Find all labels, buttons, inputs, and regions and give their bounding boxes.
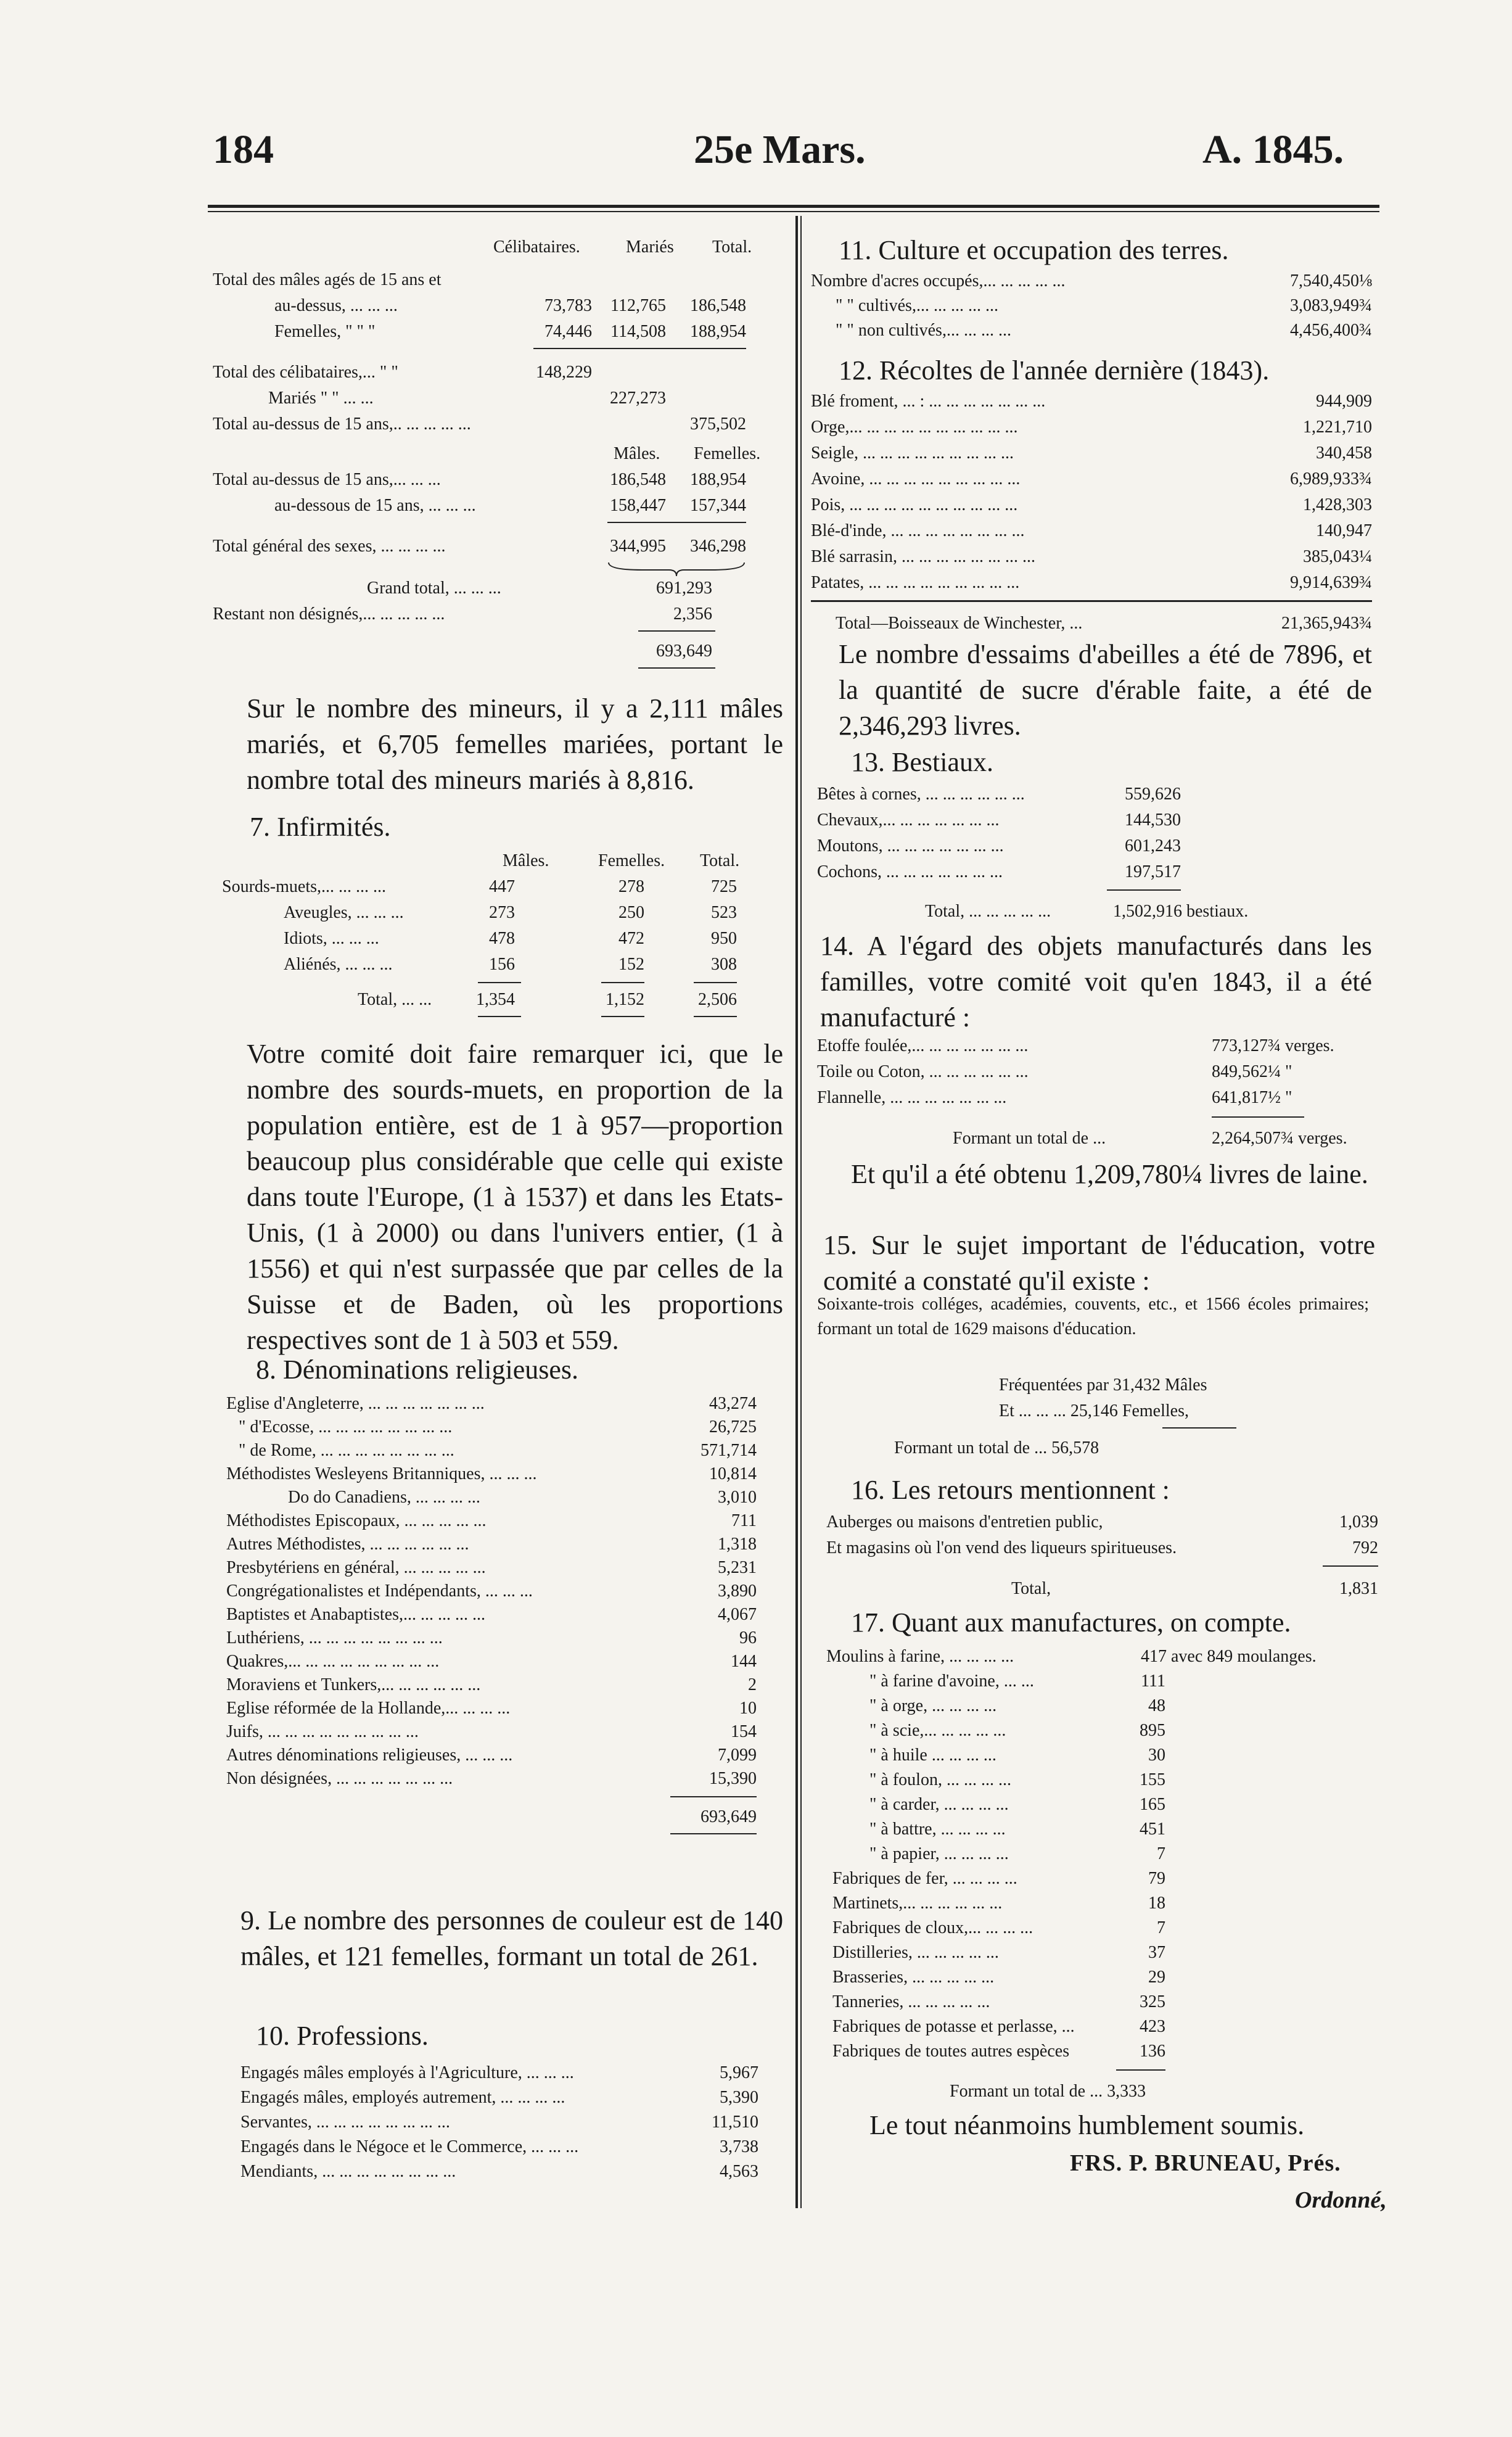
inf-cell: 278 <box>618 877 644 896</box>
section-title-retours: 16. Les retours mentionnent : <box>851 1475 1170 1505</box>
right-column <box>811 234 1400 2239</box>
education-males: Fréquentées par 31,432 Mâles <box>999 1375 1207 1395</box>
pop-row-label: Mariés " " ... ... <box>268 389 374 408</box>
section-title-infirmites: 7. Infirmités. <box>250 812 391 842</box>
cult-value: 7,540,450⅛ <box>1290 271 1372 291</box>
col-header-males: Mâles. <box>503 851 549 870</box>
rel-label: " d'Ecosse, ... ... ... ... ... ... ... ... <box>239 1417 453 1437</box>
fact-value: 7 <box>1157 1844 1165 1863</box>
sum-rule <box>1107 889 1181 891</box>
live-value: 601,243 <box>1125 836 1181 856</box>
harv-total-label: Total—Boisseaux de Winchester, ... <box>836 614 1083 633</box>
fact-value: 325 <box>1140 1992 1165 2011</box>
colour-paragraph: 9. Le nombre des personnes de couleur est de 140 mâles, et 121 femelles, formant un total de 261. <box>240 1905 783 1971</box>
factories-total: Formant un total de ... 3,333 <box>950 2082 1146 2101</box>
sum-rule <box>478 1016 521 1017</box>
rel-label: Congrégationalistes et Indépendants, ... ... ... <box>226 1581 533 1601</box>
fact-label: " à papier, ... ... ... ... <box>869 1844 1009 1863</box>
rel-label: Méthodistes Episcopaux, ... ... ... ... ... <box>226 1511 487 1530</box>
col-header-celib: Célibataires. <box>493 237 580 257</box>
fact-value: 37 <box>1148 1943 1165 1962</box>
education-females: Et ... ... ... 25,146 Femelles, <box>999 1401 1189 1421</box>
harv-value: 340,458 <box>1316 443 1372 463</box>
table-rule <box>811 600 1372 602</box>
sum-rule <box>670 1796 757 1797</box>
section-title-professions: 10. Professions. <box>256 2021 429 2051</box>
inf-cell: 725 <box>711 877 737 896</box>
rest-label: Restant non désignés,... ... ... ... ... <box>213 604 445 624</box>
rel-label: Méthodistes Wesleyens Britanniques, ... ... ... <box>226 1464 537 1483</box>
rel-value: 571,714 <box>701 1441 757 1460</box>
grand-total-label: Grand total, ... ... ... <box>367 579 501 598</box>
harv-label: Blé froment, ... : ... ... ... ... ... ... ... <box>811 392 1046 411</box>
live-label: Chevaux,... ... ... ... ... ... ... <box>817 810 1000 830</box>
wool-paragraph: Et qu'il a été obtenu 1,209,780¼ livres de laine. <box>851 1159 1368 1189</box>
column-divider <box>795 216 798 2208</box>
sum-rule <box>478 982 521 983</box>
cult-label: " " non cultivés,... ... ... ... <box>836 321 1011 340</box>
sum-rule <box>638 667 715 669</box>
prof-value: 5,390 <box>720 2088 758 2107</box>
live-total-value: 1,502,916 bestiaux. <box>1113 902 1249 921</box>
section-title-religions: 8. Dénominations religieuses. <box>256 1355 579 1385</box>
sex-cell: 188,954 <box>690 470 746 489</box>
fact-label: " à foulon, ... ... ... ... <box>869 1770 1011 1789</box>
ret-total-value: 1,831 <box>1339 1579 1378 1598</box>
rel-value: 10 <box>739 1699 757 1718</box>
inf-cell: 156 <box>489 955 515 974</box>
harv-value: 944,909 <box>1316 392 1372 411</box>
inf-cell: 472 <box>618 929 644 948</box>
harv-label: Pois, ... ... ... ... ... ... ... ... ... ... <box>811 495 1018 514</box>
fact-label: Moulins à farine, ... ... ... ... <box>826 1647 1014 1666</box>
live-value: 144,530 <box>1125 810 1181 830</box>
religion-total: 693,649 <box>701 1807 757 1826</box>
rel-value: 3,010 <box>718 1488 757 1507</box>
sex-row-label: au-dessous de 15 ans, ... ... ... <box>274 496 476 515</box>
harv-value: 1,428,303 <box>1303 495 1372 514</box>
cloth-value: 641,817½ " <box>1212 1088 1292 1107</box>
sex-cell: 186,548 <box>610 470 666 489</box>
prof-label: Engagés dans le Négoce et le Commerce, ... ... ... <box>240 2137 579 2156</box>
rel-value: 154 <box>731 1722 757 1741</box>
cloth-label: Toile ou Coton, ... ... ... ... ... ... <box>817 1062 1029 1081</box>
sum-rule <box>533 348 746 349</box>
fact-value: 423 <box>1140 2017 1165 2036</box>
inf-cell: 2,506 <box>698 990 737 1009</box>
pop-row-label: au-dessus, ... ... ... <box>274 296 398 315</box>
inf-cell: 152 <box>618 955 644 974</box>
fact-label: " à huile ... ... ... ... <box>869 1746 996 1765</box>
fact-label: " à battre, ... ... ... ... <box>869 1820 1006 1839</box>
fact-label: Tanneries, ... ... ... ... ... <box>832 1992 990 2011</box>
sum-rule <box>694 982 737 983</box>
inf-row-label: Aliénés, ... ... ... <box>284 955 393 974</box>
harv-label: Blé-d'inde, ... ... ... ... ... ... ... ... <box>811 521 1025 540</box>
harv-label: Seigle, ... ... ... ... ... ... ... ... ... <box>811 443 1014 463</box>
col-header-femelles: Femelles. <box>694 444 761 463</box>
rel-label: Non désignées, ... ... ... ... ... ... ... <box>226 1769 453 1788</box>
col-header-males: Mâles. <box>614 444 660 463</box>
sum-rule <box>1323 1565 1378 1567</box>
rel-value: 4,067 <box>718 1605 757 1624</box>
inf-row-label: Sourds-muets,... ... ... ... <box>222 877 386 896</box>
cloth-label: Etoffe foulée,... ... ... ... ... ... ... <box>817 1036 1029 1055</box>
fact-value: 165 <box>1140 1795 1165 1814</box>
rel-label: Do do Canadiens, ... ... ... ... <box>288 1488 480 1507</box>
sex-cell: 158,447 <box>610 496 666 515</box>
rel-label: Eglise réformée de la Hollande,... ... ... ... <box>226 1699 511 1718</box>
fact-label: Martinets,... ... ... ... ... ... <box>832 1894 1003 1913</box>
ret-total-label: Total, <box>1011 1579 1051 1598</box>
rel-value: 26,725 <box>709 1417 757 1437</box>
pop-row-label: Femelles, " " " <box>274 322 376 341</box>
col-header-total: Total. <box>700 851 740 870</box>
inf-row-label: Idiots, ... ... ... <box>284 929 379 948</box>
prof-value: 11,510 <box>712 2113 758 2132</box>
rel-value: 96 <box>739 1628 757 1647</box>
fact-value: 79 <box>1148 1869 1165 1888</box>
cloth-value: 773,127¾ verges. <box>1212 1036 1334 1055</box>
sum-rule <box>1162 1427 1236 1429</box>
harv-value: 140,947 <box>1316 521 1372 540</box>
sum-rule <box>694 1016 737 1017</box>
header-rule-thin <box>208 211 1379 212</box>
pop-cell: 74,446 <box>544 322 592 341</box>
live-total-label: Total, ... ... ... ... ... <box>925 902 1051 921</box>
cloth-total-label: Formant un total de ... <box>953 1129 1106 1148</box>
ret-value: 1,039 <box>1339 1512 1378 1532</box>
column-divider-thin <box>800 216 802 2208</box>
fact-label: Fabriques de potasse et perlasse, ... <box>832 2017 1075 2036</box>
section-title-recoltes: 12. Récoltes de l'année dernière (1843). <box>839 355 1270 386</box>
rel-label: Juifs, ... ... ... ... ... ... ... ... ... <box>226 1722 419 1741</box>
prof-value: 4,563 <box>720 2162 758 2181</box>
sum-rule <box>638 630 715 632</box>
fact-value: 417 avec 849 moulanges. <box>1141 1647 1317 1666</box>
cult-label: " " cultivés,... ... ... ... ... <box>836 296 998 315</box>
inf-row-label: Total, ... ... <box>358 990 432 1009</box>
fact-value: 451 <box>1140 1820 1165 1839</box>
rel-value: 10,814 <box>709 1464 757 1483</box>
education-total: Formant un total de ... 56,578 <box>894 1438 1099 1458</box>
pop-cell: 186,548 <box>690 296 746 315</box>
page-number: 184 <box>213 127 274 172</box>
rel-value: 2 <box>748 1675 757 1694</box>
sum-rule <box>1212 1116 1304 1118</box>
prof-value: 5,967 <box>720 2063 758 2082</box>
inf-cell: 1,152 <box>606 990 644 1009</box>
harv-label: Patates, ... ... ... ... ... ... ... ... ... <box>811 573 1020 592</box>
education-detail: Soixante-trois colléges, académies, couvents, etc., et 1566 écoles primaires; formant un total de 1629 maisons d'éducation. <box>817 1295 1369 1338</box>
pop-cell: 227,273 <box>610 389 666 408</box>
fact-label: " à carder, ... ... ... ... <box>869 1795 1009 1814</box>
sex-cell: 344,995 <box>610 537 666 556</box>
fact-label: " à orge, ... ... ... ... <box>869 1696 997 1715</box>
fact-label: Distilleries, ... ... ... ... ... <box>832 1943 999 1962</box>
pop-cell: 112,765 <box>610 296 666 315</box>
rel-label: Luthériens, ... ... ... ... ... ... ... ... <box>226 1628 443 1647</box>
rel-label: Baptistes et Anabaptistes,... ... ... ... ... <box>226 1605 485 1624</box>
prof-value: 3,738 <box>720 2137 758 2156</box>
ret-label: Et magasins où l'on vend des liqueurs spiritueuses. <box>826 1538 1177 1557</box>
fact-value: 155 <box>1140 1770 1165 1789</box>
cult-value: 4,456,400¾ <box>1290 321 1372 340</box>
education-paragraph: 15. Sur le sujet important de l'éducation, votre comité a constaté qu'il existe : <box>823 1230 1375 1296</box>
harv-value: 1,221,710 <box>1303 418 1372 437</box>
pop-row-label: Total des mâles agés de 15 ans et <box>213 270 442 289</box>
fact-value: 48 <box>1148 1696 1165 1715</box>
manufactures-paragraph: 14. A l'égard des objets manufacturés dans les familles, votre comité voit qu'en 1843, il a été manufacturé : <box>820 931 1372 1033</box>
pop-cell: 114,508 <box>610 322 666 341</box>
sex-cell: 346,298 <box>690 537 746 556</box>
sum-rule <box>601 1016 644 1017</box>
pop-row-label: Total au-dessus de 15 ans,.. ... ... ... ... <box>213 414 471 434</box>
sum-rule <box>670 1833 757 1834</box>
cloth-value: 849,562¼ " <box>1212 1062 1292 1081</box>
inf-cell: 308 <box>711 955 737 974</box>
minors-paragraph: Sur le nombre des mineurs, il y a 2,111 mâles mariés, et 6,705 femelles mariées, portant le nombre total des mineurs mariés à 8,816. <box>247 693 783 795</box>
sum-rule <box>607 522 746 523</box>
cloth-label: Flannelle, ... ... ... ... ... ... ... <box>817 1088 1007 1107</box>
fact-label: Fabriques de fer, ... ... ... ... <box>832 1869 1017 1888</box>
rel-value: 15,390 <box>709 1769 757 1788</box>
fact-value: 7 <box>1157 1918 1165 1937</box>
rel-value: 144 <box>731 1652 757 1671</box>
col-header-maries: Mariés <box>626 237 674 257</box>
remark-paragraph: Votre comité doit faire remarquer ici, que le nombre des sourds-muets, en proportion de la population entière, est de 1 à 957—proportion beaucoup plus considérable que celle qui existe dans toute l'Europe, (1 à 1537) et dans les Etats-Unis, (1 à 2000) ou dans l'univers entier, (1 à 1556) et qui n'est surpassée que par celles de la Suisse et de Baden, où les proportions respectives sont de 1 à 503 et 559. <box>247 1039 783 1355</box>
sex-row-label: Total au-dessus de 15 ans,... ... ... <box>213 470 441 489</box>
fact-value: 30 <box>1148 1746 1165 1765</box>
prof-label: Servantes, ... ... ... ... ... ... ... ... <box>240 2113 450 2132</box>
rel-value: 1,318 <box>718 1535 757 1554</box>
signature: FRS. P. BRUNEAU, Prés. <box>1070 2150 1341 2176</box>
sum-value: 693,649 <box>656 641 712 661</box>
rel-label: Autres dénominations religieuses, ... ... ... <box>226 1746 513 1765</box>
sex-cell: 157,344 <box>690 496 746 515</box>
grand-total-value: 691,293 <box>656 579 712 598</box>
section-title-manufactures: 17. Quant aux manufactures, on compte. <box>851 1607 1291 1638</box>
fact-value: 18 <box>1148 1894 1165 1913</box>
fact-label: " à scie,... ... ... ... ... <box>869 1721 1006 1740</box>
cult-value: 3,083,949¾ <box>1290 296 1372 315</box>
inf-cell: 250 <box>618 903 644 922</box>
inf-cell: 950 <box>711 929 737 948</box>
rel-label: Moraviens et Tunkers,... ... ... ... ... ... <box>226 1675 481 1694</box>
sex-row-label: Total général des sexes, ... ... ... ... <box>213 537 446 556</box>
sum-rule <box>1116 2069 1165 2071</box>
brace <box>607 561 746 577</box>
inf-cell: 273 <box>489 903 515 922</box>
fact-value: 111 <box>1141 1672 1165 1691</box>
prof-label: Engagés mâles employés à l'Agriculture, ... ... ... <box>240 2063 574 2082</box>
inf-cell: 523 <box>711 903 737 922</box>
rel-label: Autres Méthodistes, ... ... ... ... ... ... <box>226 1535 469 1554</box>
live-label: Moutons, ... ... ... ... ... ... ... <box>817 836 1004 856</box>
harv-value: 6,989,933¾ <box>1290 469 1372 489</box>
cloth-total-value: 2,264,507¾ verges. <box>1212 1129 1347 1148</box>
section-title-bestiaux: 13. Bestiaux. <box>851 747 993 777</box>
pop-cell: 73,783 <box>544 296 592 315</box>
fact-label: " à farine d'avoine, ... ... <box>869 1672 1034 1691</box>
inf-cell: 1,354 <box>476 990 515 1009</box>
fact-value: 29 <box>1148 1968 1165 1987</box>
page-date: 25e Mars. <box>694 127 866 172</box>
harv-label: Avoine, ... ... ... ... ... ... ... ... ... <box>811 469 1021 489</box>
fact-value: 136 <box>1140 2042 1165 2061</box>
rest-value: 2,356 <box>673 604 712 624</box>
rel-label: Quakres,... ... ... ... ... ... ... ... ... <box>226 1652 440 1671</box>
inf-cell: 478 <box>489 929 515 948</box>
ordonne: Ordonné, <box>1295 2187 1387 2213</box>
bees-paragraph: Le nombre d'essaims d'abeilles a été de 7896, et la quantité de sucre d'érable faite, a été de 2,346,293 livres. <box>839 639 1372 741</box>
rel-value: 43,274 <box>709 1394 757 1413</box>
closing-line: Le tout néanmoins humblement soumis. <box>869 2110 1305 2140</box>
header-rule <box>208 205 1379 208</box>
live-label: Cochons, ... ... ... ... ... ... ... <box>817 862 1003 881</box>
col-header-femelles: Femelles. <box>598 851 665 870</box>
sum-rule <box>601 982 644 983</box>
pop-cell: 188,954 <box>690 322 746 341</box>
page-year: A. 1845. <box>1202 127 1344 172</box>
inf-cell: 447 <box>489 877 515 896</box>
live-value: 197,517 <box>1125 862 1181 881</box>
prof-label: Mendiants, ... ... ... ... ... ... ... ... <box>240 2162 456 2181</box>
pop-cell: 375,502 <box>690 414 746 434</box>
inf-row-label: Aveugles, ... ... ... <box>284 903 404 922</box>
pop-row-label: Total des célibataires,... " " <box>213 363 398 382</box>
harv-label: Orge,... ... ... ... ... ... ... ... ... ... <box>811 418 1018 437</box>
fact-label: Brasseries, ... ... ... ... ... <box>832 1968 995 1987</box>
fact-label: Fabriques de cloux,... ... ... ... <box>832 1918 1033 1937</box>
fact-label: Fabriques de toutes autres espèces <box>832 2042 1070 2061</box>
harv-value: 385,043¼ <box>1303 547 1372 566</box>
rel-label: Eglise d'Angleterre, ... ... ... ... ... ... ... <box>226 1394 485 1413</box>
pop-cell: 148,229 <box>536 363 592 382</box>
section-title-culture: 11. Culture et occupation des terres. <box>839 235 1229 265</box>
harv-label: Blé sarrasin, ... ... ... ... ... ... ... ... <box>811 547 1035 566</box>
rel-label: Presbytériens en général, ... ... ... ... ... <box>226 1558 486 1577</box>
harv-total-value: 21,365,943¾ <box>1281 614 1372 633</box>
cult-label: Nombre d'acres occupés,... ... ... ... ... <box>811 271 1066 291</box>
live-value: 559,626 <box>1125 785 1181 804</box>
ret-label: Auberges ou maisons d'entretien public, <box>826 1512 1103 1532</box>
fact-value: 895 <box>1140 1721 1165 1740</box>
ret-value: 792 <box>1352 1538 1378 1557</box>
prof-label: Engagés mâles, employés autrement, ... ... ... ... <box>240 2088 565 2107</box>
left-column <box>213 234 786 2208</box>
rel-value: 711 <box>731 1511 757 1530</box>
live-label: Bêtes à cornes, ... ... ... ... ... ... <box>817 785 1025 804</box>
rel-value: 5,231 <box>718 1558 757 1577</box>
rel-value: 7,099 <box>718 1746 757 1765</box>
rel-label: " de Rome, ... ... ... ... ... ... ... ... <box>239 1441 454 1460</box>
harv-value: 9,914,639¾ <box>1290 573 1372 592</box>
col-header-total: Total. <box>712 237 752 257</box>
rel-value: 3,890 <box>718 1581 757 1601</box>
